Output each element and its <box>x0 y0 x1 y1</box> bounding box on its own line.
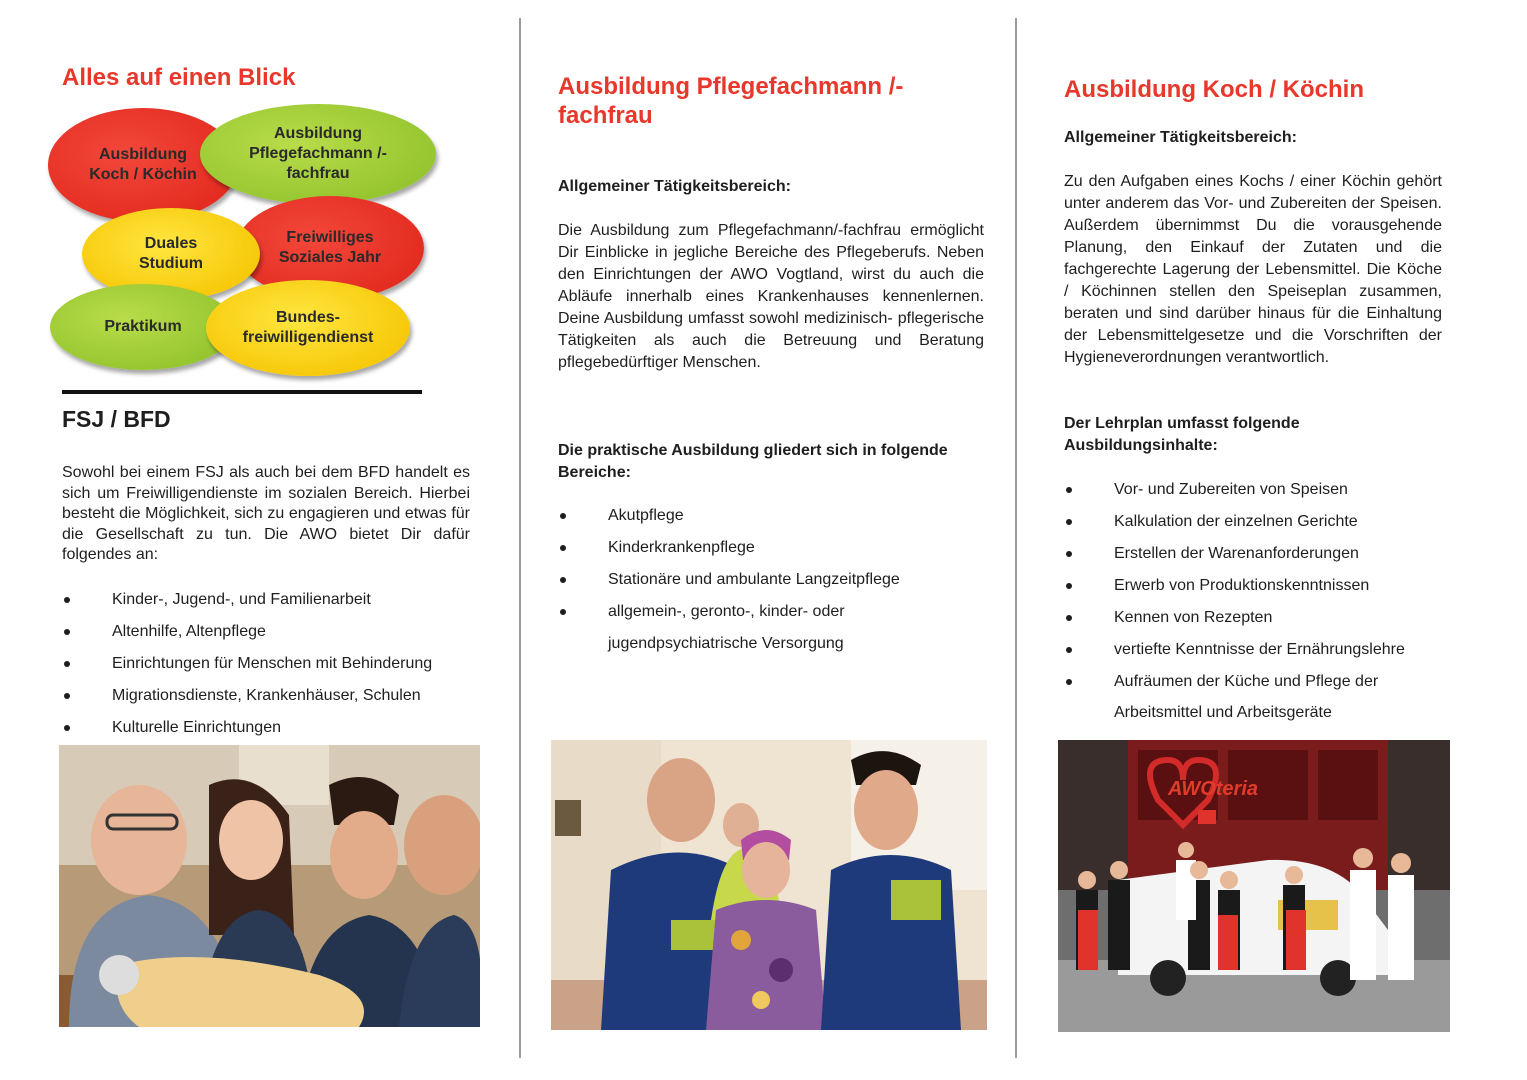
awoteria-logo <box>1167 778 1258 800</box>
koch-subhead-2: Der Lehrplan umfasst folgende Ausbildungsinhalte: <box>1064 415 1300 454</box>
pflege-subhead-2: Die praktische Ausbildung gliedert sich in folgende Bereiche: <box>558 442 948 481</box>
left-column <box>0 0 519 1080</box>
bubble-fsj-label: Freiwilliges Soziales Jahr <box>278 229 382 266</box>
list-item: Aufräumen der Küche und Pflege der Arbeitsmittel und Arbeitsgeräte <box>1064 666 1464 728</box>
bubble-koch-label: Ausbildung Koch / Köchin <box>89 146 197 183</box>
list-item: Kulturelle Einrichtungen <box>62 712 502 744</box>
list-item: Erwerb von Produktionskenntnissen <box>1064 570 1464 602</box>
bubble-studium-label: Duales Studium <box>139 235 203 272</box>
list-item: allgemein-, geronto-, kinder- oder jugendpsychiatrische Versorgung <box>558 596 988 660</box>
list-item: vertiefte Kenntnisse der Ernährungslehre <box>1064 634 1464 666</box>
volunteers-photo <box>59 745 480 1027</box>
bubble-pflege-label: Ausbildung Pflegefachmann /-fachfrau <box>249 125 387 182</box>
list-item: Kinderkrankenpflege <box>558 532 988 564</box>
koch-body: Zu den Aufgaben eines Kochs / einer Köchin gehört unter anderem das Vor- und Zubereiten der Speisen. Außerdem übernimmst Du die vorausgehende Planung, den Einkauf der Zutaten und die fachgerechte Lagerung der Lebensmittel. Die Köche / Köchinnen stellen den Speiseplan zusammen, beraten und sind darüber hinaus für die Einhaltung der Lebensmittelgesetze und die Vorschriften der Hygieneverordnungen verantwortlich. <box>1064 173 1442 366</box>
list-item: Vor- und Zubereiten von Speisen <box>1064 474 1464 506</box>
list-item: Altenhilfe, Altenpflege <box>62 616 502 648</box>
right-column <box>1017 0 1527 1080</box>
fsj-bfd-title: FSJ / BFD <box>62 406 171 432</box>
overview-title: Alles auf einen Blick <box>62 64 296 91</box>
list-item: Kinder-, Jugend-, und Familienarbeit <box>62 584 502 616</box>
koch-list <box>1064 474 1464 728</box>
kitchen-team-photo <box>1058 740 1450 1032</box>
middle-column <box>521 0 1015 1080</box>
pflege-title: Ausbildung Pflegefachmann /-fachfrau <box>558 73 904 129</box>
list-item: Kalkulation der einzelnen Gerichte <box>1064 506 1464 538</box>
overview-bubble-diagram <box>0 0 519 400</box>
list-item: Einrichtungen für Menschen mit Behinderung <box>62 648 502 680</box>
bubble-bfd <box>206 280 410 376</box>
awoteria-logo-text: AWOteria <box>1168 778 1259 800</box>
fsj-bfd-intro: Sowohl bei einem FSJ als auch bei dem BFD handelt es sich um Freiwilligendienste im sozialen Bereich. Hierbei besteht die Möglichkeit, sich zu engagieren und etwas für die Gesellschaft zu tun. Die AWO bietet Dir dafür folgendes an: <box>62 464 470 563</box>
list-item: Stationäre und ambulante Langzeitpflege <box>558 564 988 596</box>
list-item: Migrationsdienste, Krankenhäuser, Schulen <box>62 680 502 712</box>
koch-subhead: Allgemeiner Tätigkeitsbereich: <box>1064 129 1297 146</box>
pflege-subhead: Allgemeiner Tätigkeitsbereich: <box>558 178 791 195</box>
bubble-bfd-label: Bundes- freiwilligendienst <box>242 309 374 346</box>
care-training-photo <box>551 740 987 1030</box>
section-rule <box>62 390 422 394</box>
bubble-praktikum-label: Praktikum <box>104 318 182 335</box>
pflege-list <box>558 500 988 660</box>
list-item: Akutpflege <box>558 500 988 532</box>
list-item: Kennen von Rezepten <box>1064 602 1464 634</box>
list-item: Erstellen der Warenanforderungen <box>1064 538 1464 570</box>
fsj-bfd-list <box>62 584 502 744</box>
koch-title: Ausbildung Koch / Köchin <box>1064 76 1364 103</box>
bubble-pflege <box>200 104 436 204</box>
pflege-body: Die Ausbildung zum Pflegefachmann/-fachfrau ermöglicht Dir Einblicke in jegliche Bereiche des Pflegeberufs. Neben den Einrichtungen der AWO Vogtland, wirst du auch die Abläufe innerhalb eines Krankenhauses kennenlernen. Deine Ausbildung umfasst sowohl medizinisch- pflegerische Tätigkeiten als auch die Betreuung und Beratung pflegebedürftiger Menschen. <box>558 222 984 371</box>
